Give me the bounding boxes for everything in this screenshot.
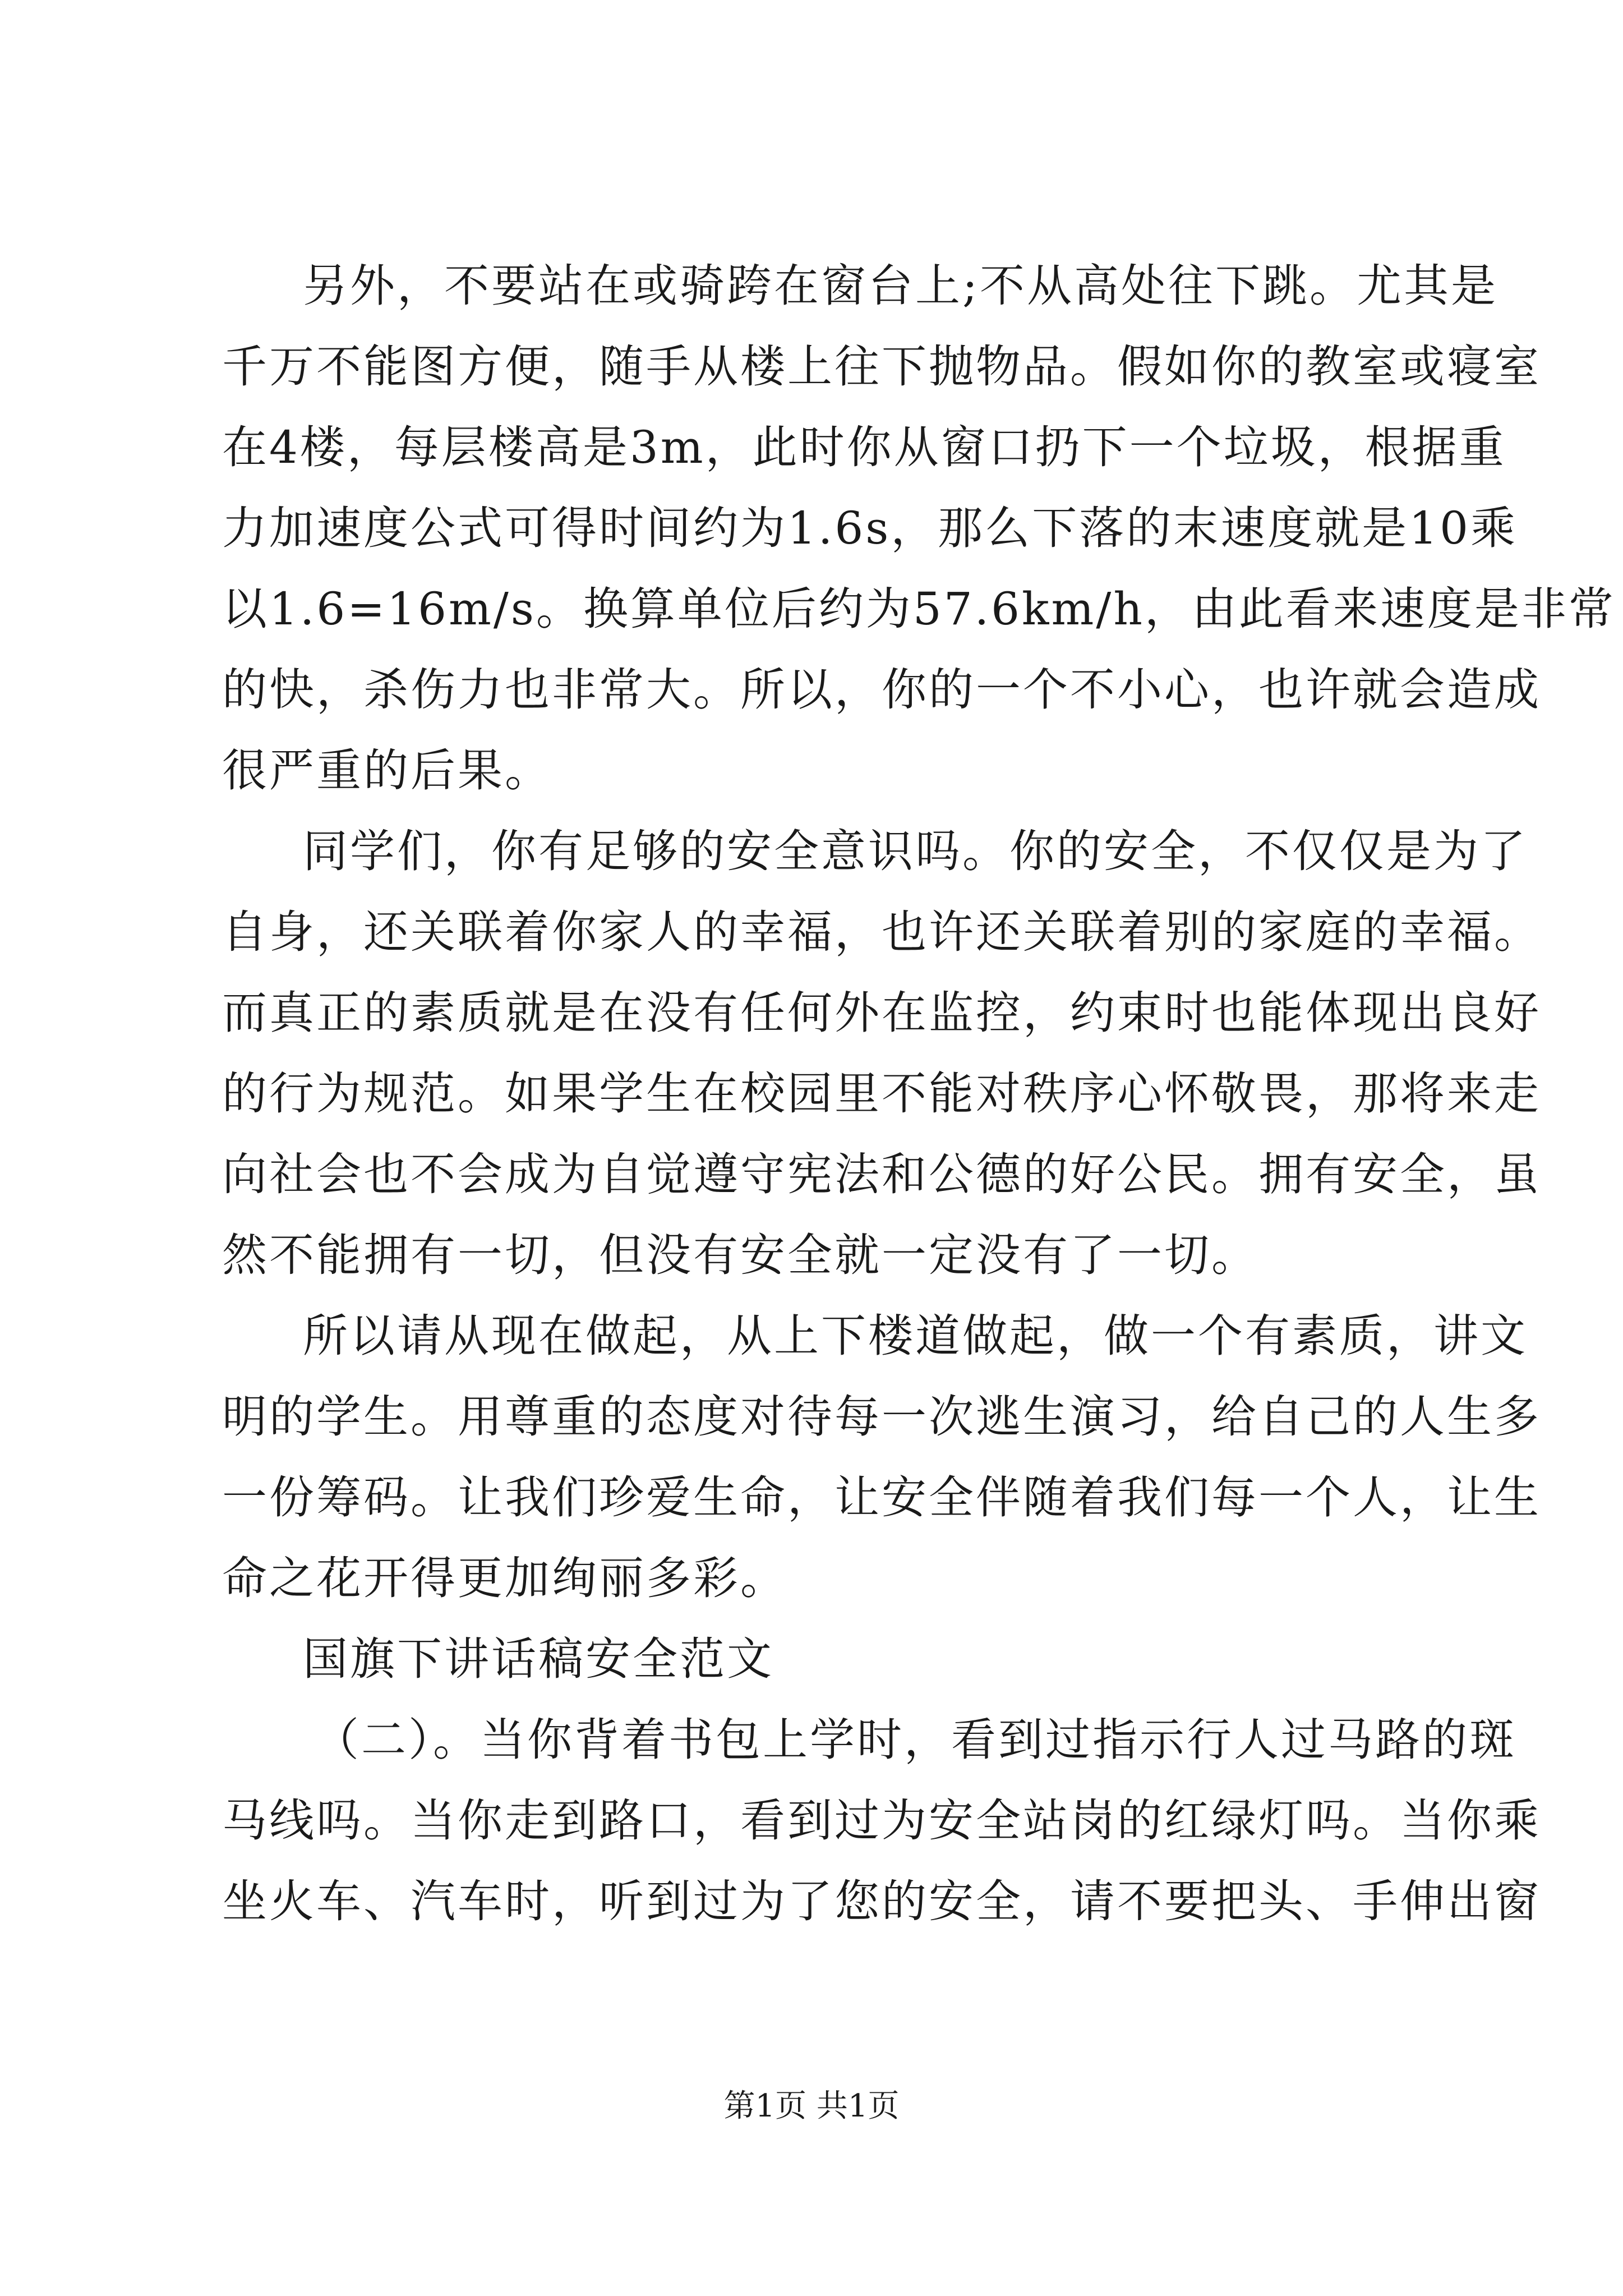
text-line: 在4楼，每层楼高是3m，此时你从窗口扔下一个垃圾，根据重 bbox=[222, 421, 1506, 473]
page-number-footer: 第1页 共1页 bbox=[723, 2088, 900, 2124]
text-line: 自身，还关联着你家人的幸福，也许还关联着别的家庭的幸福。 bbox=[222, 906, 1541, 958]
text-line: 一份筹码。让我们珍爱生命，让安全伴随着我们每一个人，让生 bbox=[222, 1471, 1541, 1524]
text-line: 以1.6=16m/s。换算单位后约为57.6km/h，由此看来速度是非常 bbox=[222, 583, 1616, 635]
text-line: 另外，不要站在或骑跨在窗台上;不从高处往下跳。尤其是 bbox=[303, 260, 1498, 312]
text-line: 命之花开得更加绚丽多彩。 bbox=[222, 1552, 787, 1604]
text-line: 坐火车、汽车时，听到过为了您的安全，请不要把头、手伸出窗 bbox=[222, 1875, 1541, 1927]
text-line: 力加速度公式可得时间约为1.6s，那么下落的末速度就是10乘 bbox=[222, 502, 1518, 554]
text-line: 马线吗。当你走到路口，看到过为安全站岗的红绿灯吗。当你乘 bbox=[222, 1795, 1541, 1847]
text-line: （二）。当你背着书包上学时，看到过指示行人过马路的斑 bbox=[314, 1714, 1516, 1766]
text-line: 千万不能图方便，随手从楼上往下抛物品。假如你的教室或寝室 bbox=[222, 341, 1541, 393]
section-title: 国旗下讲话稿安全范文 bbox=[303, 1633, 774, 1685]
text-line: 所以请从现在做起，从上下楼道做起，做一个有素质，讲文 bbox=[303, 1310, 1528, 1362]
text-line: 很严重的后果。 bbox=[222, 744, 552, 797]
text-line: 的行为规范。如果学生在校园里不能对秩序心怀敬畏，那将来走 bbox=[222, 1068, 1541, 1120]
text-line: 向社会也不会成为自觉遵守宪法和公德的好公民。拥有安全，虽 bbox=[222, 1148, 1541, 1200]
text-line: 然不能拥有一切，但没有安全就一定没有了一切。 bbox=[222, 1229, 1258, 1281]
text-line: 的快，杀伤力也非常大。所以，你的一个不小心，也许就会造成 bbox=[222, 664, 1541, 716]
text-line: 而真正的素质就是在没有任何外在监控，约束时也能体现出良好 bbox=[222, 987, 1541, 1039]
text-line: 明的学生。用尊重的态度对待每一次逃生演习，给自己的人生多 bbox=[222, 1391, 1541, 1443]
text-line: 同学们，你有足够的安全意识吗。你的安全，不仅仅是为了 bbox=[303, 825, 1528, 877]
